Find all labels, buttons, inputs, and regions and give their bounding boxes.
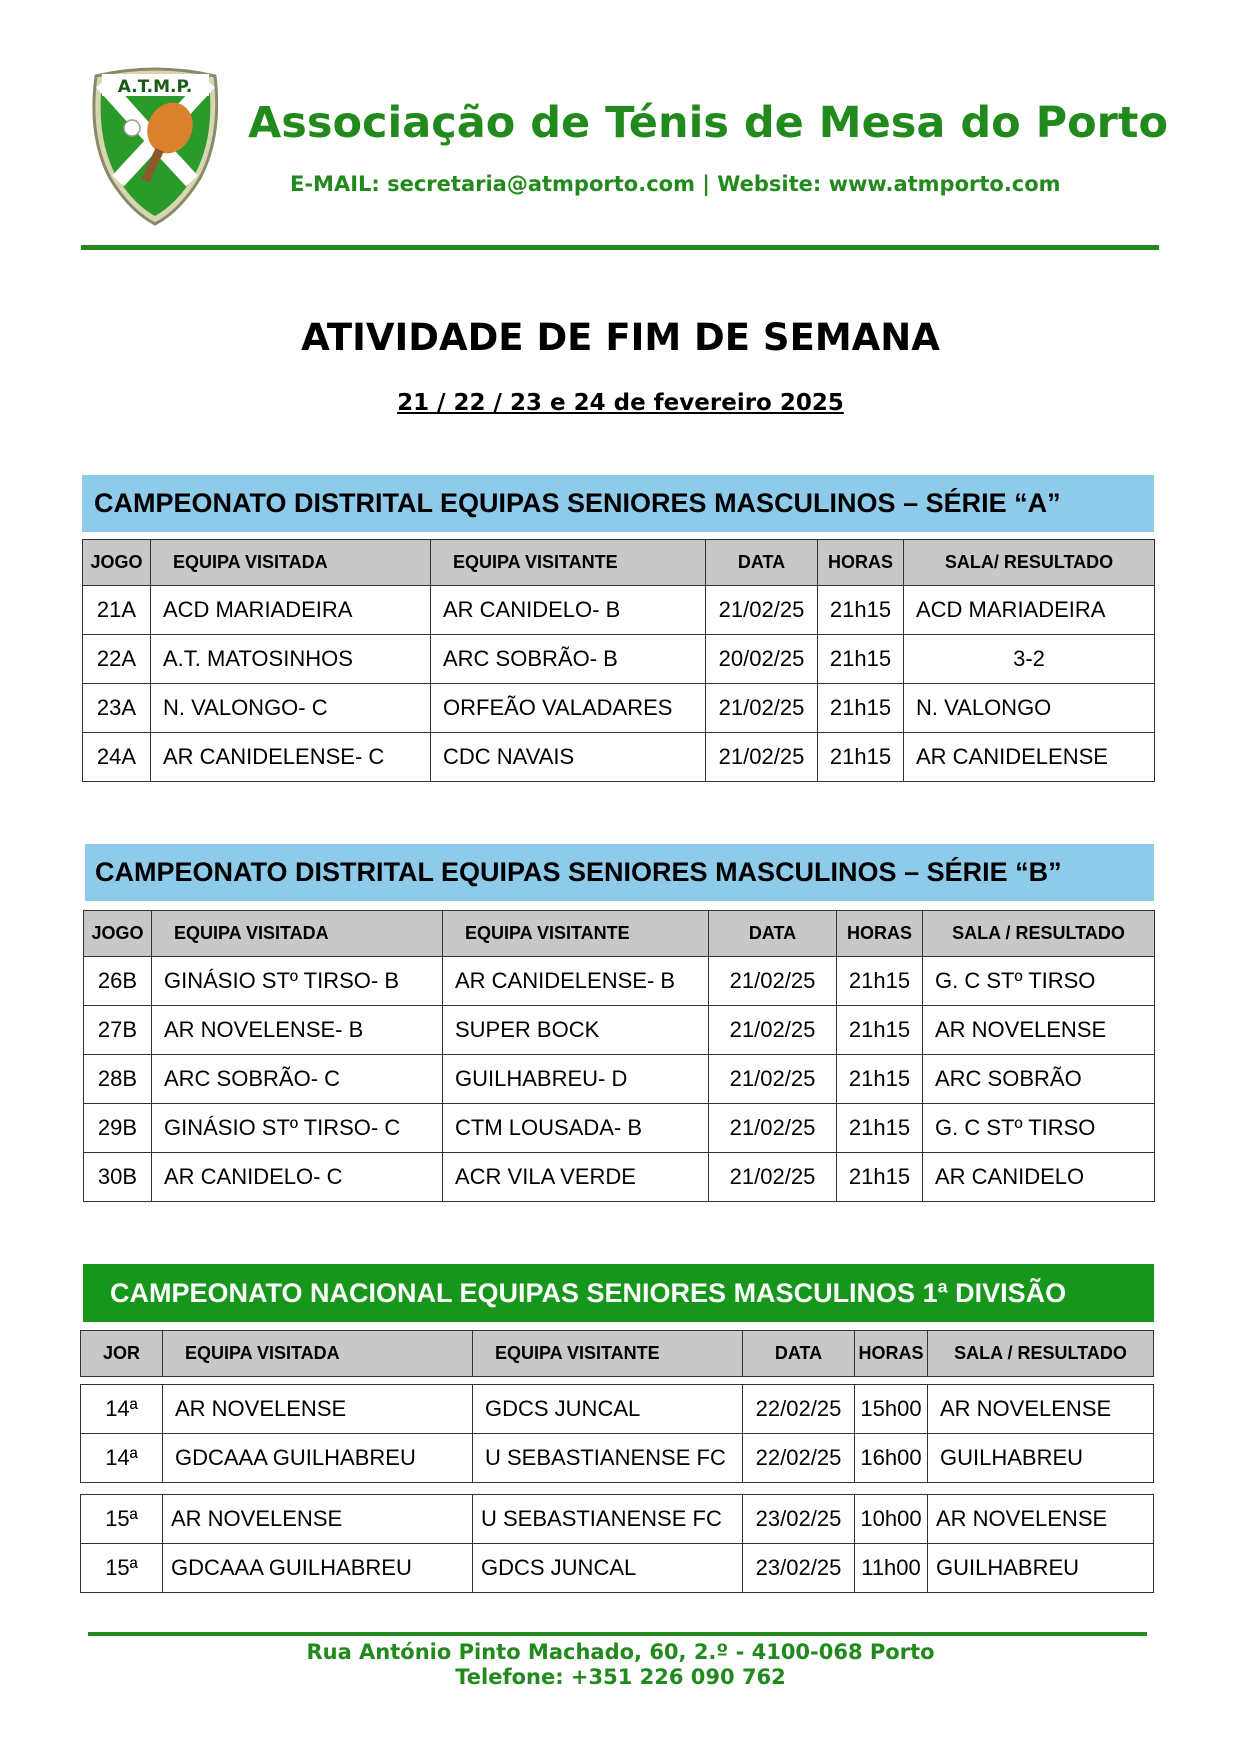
col-time: 21h15 bbox=[837, 1006, 923, 1055]
col-venue: GUILHABREU bbox=[928, 1544, 1154, 1593]
header-col-time: HORAS bbox=[837, 911, 923, 957]
table-row bbox=[83, 635, 1155, 684]
col-time: 21h15 bbox=[837, 1055, 923, 1104]
header-col-date: DATA bbox=[709, 911, 837, 957]
col-time: 21h15 bbox=[837, 1153, 923, 1202]
table-row bbox=[83, 684, 1155, 733]
col-home: ARC SOBRÃO- C bbox=[152, 1055, 443, 1104]
table-row bbox=[84, 1104, 1155, 1153]
table-header-row bbox=[83, 540, 1155, 586]
table-row bbox=[84, 1055, 1155, 1104]
col-date: 23/02/25 bbox=[743, 1544, 855, 1593]
col-venue: 3-2 bbox=[904, 635, 1155, 684]
col-time: 16h00 bbox=[855, 1434, 928, 1483]
table-row bbox=[81, 1434, 1154, 1483]
header-rule bbox=[81, 245, 1159, 250]
col-date: 21/02/25 bbox=[709, 1153, 837, 1202]
col-time: 21h15 bbox=[837, 1104, 923, 1153]
table-serie-b bbox=[83, 910, 1155, 1202]
col-game: 24A bbox=[83, 733, 151, 782]
col-date: 20/02/25 bbox=[706, 635, 818, 684]
col-game: 21A bbox=[83, 586, 151, 635]
header-col-away: EQUIPA VISITANTE bbox=[473, 1331, 743, 1377]
col-game: 22A bbox=[83, 635, 151, 684]
header-col-away: EQUIPA VISITANTE bbox=[431, 540, 706, 586]
col-game: 30B bbox=[84, 1153, 152, 1202]
table-header-row bbox=[84, 911, 1155, 957]
footer-address: Rua António Pinto Machado, 60, 2.º - 4100-068 Porto bbox=[306, 1640, 935, 1664]
col-away: ORFEÃO VALADARES bbox=[431, 684, 706, 733]
section-a-title: CAMPEONATO DISTRITAL EQUIPAS SENIORES MASCULINOS – SÉRIE “A” bbox=[82, 475, 1154, 532]
header-col-venue: SALA / RESULTADO bbox=[923, 911, 1155, 957]
col-venue: AR NOVELENSE bbox=[923, 1006, 1155, 1055]
col-time: 21h15 bbox=[818, 635, 904, 684]
header-col-home: EQUIPA VISITADA bbox=[151, 540, 431, 586]
header-col-venue: SALA / RESULTADO bbox=[928, 1331, 1154, 1377]
col-venue: G. C STº TIRSO bbox=[923, 957, 1155, 1006]
col-venue: N. VALONGO bbox=[904, 684, 1155, 733]
col-home: AR CANIDELO- C bbox=[152, 1153, 443, 1202]
col-home: AR NOVELENSE bbox=[163, 1495, 473, 1544]
table-row bbox=[84, 1153, 1155, 1202]
col-date: 21/02/25 bbox=[709, 957, 837, 1006]
col-away: AR CANIDELENSE- B bbox=[443, 957, 709, 1006]
col-venue: AR NOVELENSE bbox=[928, 1495, 1154, 1544]
col-game: 27B bbox=[84, 1006, 152, 1055]
col-date: 21/02/25 bbox=[706, 586, 818, 635]
col-game: 28B bbox=[84, 1055, 152, 1104]
col-time: 21h15 bbox=[818, 733, 904, 782]
table-row bbox=[81, 1544, 1154, 1593]
col-home: ACD MARIADEIRA bbox=[151, 586, 431, 635]
col-venue: AR NOVELENSE bbox=[928, 1385, 1154, 1434]
page-title: ATIVIDADE DE FIM DE SEMANA bbox=[301, 316, 940, 359]
header-col-away: EQUIPA VISITANTE bbox=[443, 911, 709, 957]
col-date: 22/02/25 bbox=[743, 1434, 855, 1483]
col-game: 15ª bbox=[81, 1495, 163, 1544]
col-home: N. VALONGO- C bbox=[151, 684, 431, 733]
col-game: 14ª bbox=[81, 1434, 163, 1483]
col-away: GUILHABREU- D bbox=[443, 1055, 709, 1104]
col-home: AR NOVELENSE- B bbox=[152, 1006, 443, 1055]
col-venue: AR CANIDELENSE bbox=[904, 733, 1155, 782]
col-time: 10h00 bbox=[855, 1495, 928, 1544]
table-row bbox=[81, 1385, 1154, 1434]
col-date: 21/02/25 bbox=[709, 1006, 837, 1055]
col-away: U SEBASTIANENSE FC bbox=[473, 1495, 743, 1544]
col-home: AR NOVELENSE bbox=[163, 1385, 473, 1434]
col-date: 22/02/25 bbox=[743, 1385, 855, 1434]
col-home: GINÁSIO STº TIRSO- C bbox=[152, 1104, 443, 1153]
col-venue: AR CANIDELO bbox=[923, 1153, 1155, 1202]
header-col-time: HORAS bbox=[818, 540, 904, 586]
header-col-game: JOR bbox=[81, 1331, 163, 1377]
col-away: ACR VILA VERDE bbox=[443, 1153, 709, 1202]
col-date: 21/02/25 bbox=[709, 1104, 837, 1153]
col-date: 21/02/25 bbox=[706, 684, 818, 733]
col-home: A.T. MATOSINHOS bbox=[151, 635, 431, 684]
col-date: 23/02/25 bbox=[743, 1495, 855, 1544]
org-name: Associação de Ténis de Mesa do Porto bbox=[248, 98, 1168, 148]
table-row bbox=[84, 957, 1155, 1006]
table-row bbox=[83, 586, 1155, 635]
col-game: 29B bbox=[84, 1104, 152, 1153]
section-b-title: CAMPEONATO DISTRITAL EQUIPAS SENIORES MASCULINOS – SÉRIE “B” bbox=[85, 844, 1154, 901]
page-dates: 21 / 22 / 23 e 24 de fevereiro 2025 bbox=[397, 390, 844, 416]
table-serie-a bbox=[82, 539, 1155, 782]
col-time: 21h15 bbox=[818, 586, 904, 635]
col-time: 11h00 bbox=[855, 1544, 928, 1593]
col-home: GDCAAA GUILHABREU bbox=[163, 1544, 473, 1593]
col-away: ARC SOBRÃO- B bbox=[431, 635, 706, 684]
header-col-home: EQUIPA VISITADA bbox=[152, 911, 443, 957]
col-home: AR CANIDELENSE- C bbox=[151, 733, 431, 782]
table-nat-header bbox=[80, 1330, 1154, 1377]
col-game: 15ª bbox=[81, 1544, 163, 1593]
atmp-logo bbox=[88, 66, 223, 226]
table-nat-round-14 bbox=[80, 1384, 1154, 1483]
col-away: CDC NAVAIS bbox=[431, 733, 706, 782]
header-col-game: JOGO bbox=[83, 540, 151, 586]
header-col-game: JOGO bbox=[84, 911, 152, 957]
header-col-date: DATA bbox=[706, 540, 818, 586]
col-away: AR CANIDELO- B bbox=[431, 586, 706, 635]
table-header-row bbox=[81, 1331, 1154, 1377]
svg-text:A.T.M.P.: A.T.M.P. bbox=[117, 77, 193, 97]
header-col-time: HORAS bbox=[855, 1331, 928, 1377]
footer-phone: Telefone: +351 226 090 762 bbox=[455, 1665, 786, 1689]
col-away: U SEBASTIANENSE FC bbox=[473, 1434, 743, 1483]
col-date: 21/02/25 bbox=[709, 1055, 837, 1104]
table-row bbox=[83, 733, 1155, 782]
col-away: SUPER BOCK bbox=[443, 1006, 709, 1055]
col-time: 21h15 bbox=[837, 957, 923, 1006]
col-home: GINÁSIO STº TIRSO- B bbox=[152, 957, 443, 1006]
col-time: 15h00 bbox=[855, 1385, 928, 1434]
header-col-venue: SALA/ RESULTADO bbox=[904, 540, 1155, 586]
col-game: 26B bbox=[84, 957, 152, 1006]
header-col-date: DATA bbox=[743, 1331, 855, 1377]
col-venue: GUILHABREU bbox=[928, 1434, 1154, 1483]
col-away: GDCS JUNCAL bbox=[473, 1385, 743, 1434]
section-nat-title: CAMPEONATO NACIONAL EQUIPAS SENIORES MASCULINOS 1ª DIVISÃO bbox=[83, 1264, 1154, 1322]
col-game: 23A bbox=[83, 684, 151, 733]
col-game: 14ª bbox=[81, 1385, 163, 1434]
col-venue: ACD MARIADEIRA bbox=[904, 586, 1155, 635]
table-row bbox=[84, 1006, 1155, 1055]
footer-rule bbox=[88, 1632, 1147, 1636]
col-away: GDCS JUNCAL bbox=[473, 1544, 743, 1593]
col-date: 21/02/25 bbox=[706, 733, 818, 782]
col-venue: G. C STº TIRSO bbox=[923, 1104, 1155, 1153]
col-home: GDCAAA GUILHABREU bbox=[163, 1434, 473, 1483]
col-venue: ARC SOBRÃO bbox=[923, 1055, 1155, 1104]
contact-line: E-MAIL: secretaria@atmporto.com | Website: www.atmporto.com bbox=[290, 172, 1061, 196]
table-nat-round-15 bbox=[80, 1494, 1154, 1593]
header-col-home: EQUIPA VISITADA bbox=[163, 1331, 473, 1377]
col-time: 21h15 bbox=[818, 684, 904, 733]
col-away: CTM LOUSADA- B bbox=[443, 1104, 709, 1153]
table-row bbox=[81, 1495, 1154, 1544]
